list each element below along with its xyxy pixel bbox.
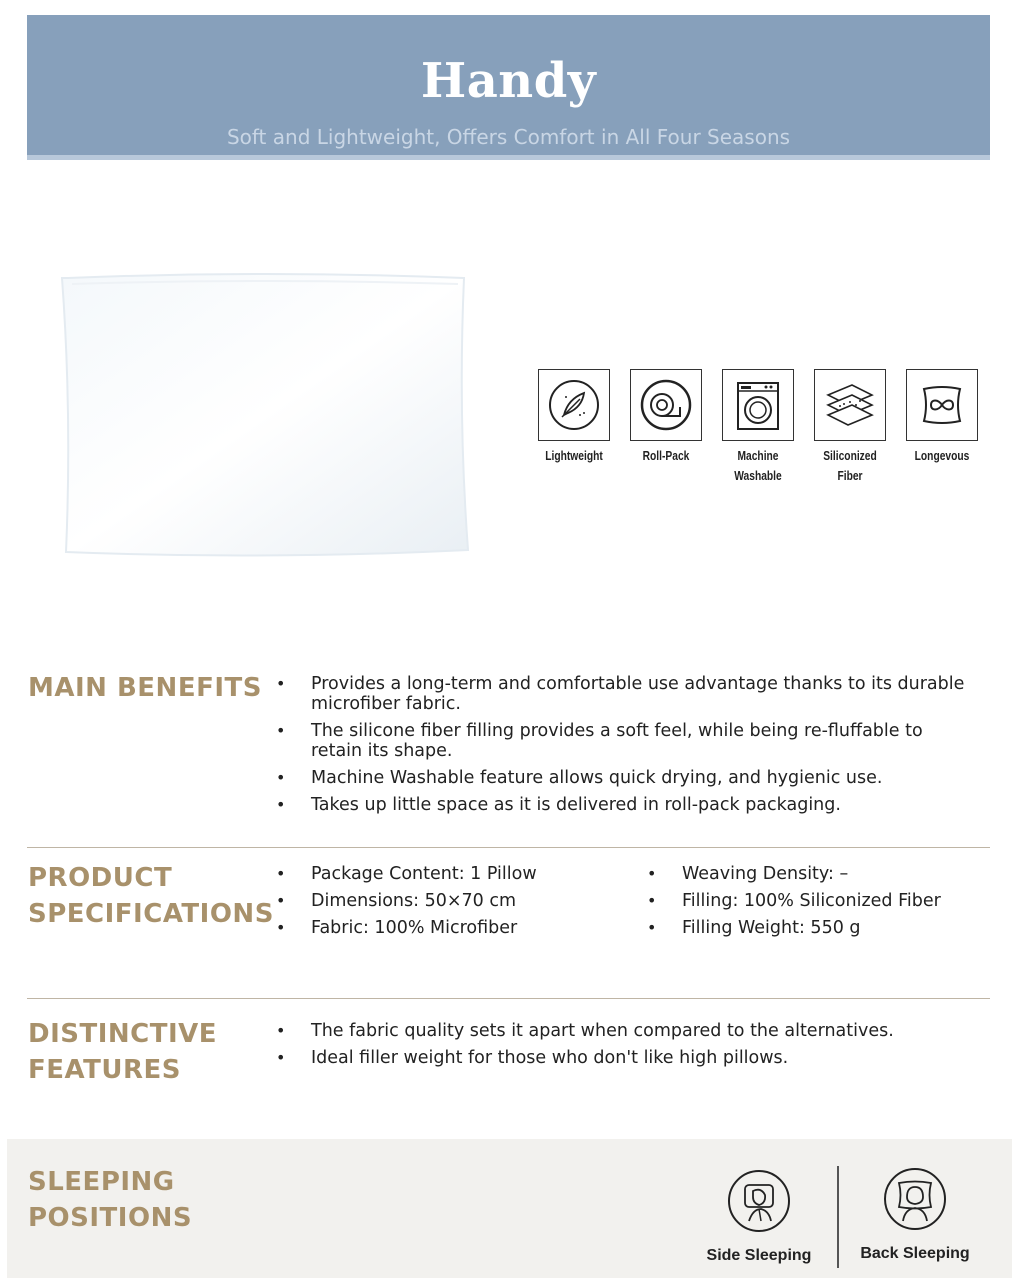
feature-siliconized-fiber (804, 369, 896, 486)
distinctive-features-title: DISTINCTIVE FEATURES (28, 1019, 218, 1085)
list-item: • Filling: 100% Siliconized Fiber (647, 891, 987, 911)
product-subtitle: Soft and Lightweight, Offers Comfort in All Four Seasons (226, 125, 791, 149)
feature-label: Longevous (914, 449, 970, 463)
list-item: • Package Content: 1 Pillow (276, 864, 636, 884)
list-item: • Dimensions: 50×70 cm (276, 891, 636, 911)
main-benefits-list (276, 674, 976, 822)
feature-label: Machine Washable (734, 449, 782, 483)
sleep-position-label: Back Sleeping (860, 1245, 970, 1262)
fiber-layers-icon (814, 369, 886, 441)
feature-longevous (896, 369, 988, 466)
sleep-position-back (856, 1168, 974, 1263)
back-sleeping-icon (884, 1168, 946, 1230)
washing-machine-icon (722, 369, 794, 441)
product-title: Handy (420, 53, 597, 109)
feature-icons (528, 369, 988, 489)
pillow-image (60, 272, 470, 557)
list-item: • The silicone fiber filling provides a soft feel, while being re-fluffable to retain its shape. (276, 721, 976, 761)
feature-machine-washable (712, 369, 804, 486)
list-item: • The fabric quality sets it apart when compared to the alternatives. (276, 1021, 976, 1041)
specifications-list-left (276, 864, 636, 945)
infinity-pillow-icon (906, 369, 978, 441)
list-item: • Fabric: 100% Microfiber (276, 918, 636, 938)
list-item: • Filling Weight: 550 g (647, 918, 987, 938)
distinctive-features-list (276, 1021, 976, 1075)
feature-label: Siliconized Fiber (823, 449, 877, 483)
sleep-position-side (700, 1170, 818, 1265)
roll-pack-icon (630, 369, 702, 441)
sleep-position-label: Side Sleeping (706, 1247, 812, 1264)
feature-label: Roll-Pack (642, 449, 690, 463)
sleeping-positions-title: SLEEPING POSITIONS (28, 1167, 193, 1233)
main-benefits-title: MAIN BENEFITS (28, 673, 262, 703)
section-divider (27, 847, 990, 848)
feature-roll-pack (620, 369, 712, 466)
header-banner (27, 15, 990, 160)
list-item: • Ideal filler weight for those who don't like high pillows. (276, 1048, 976, 1068)
feature-label: Lightweight (545, 449, 603, 463)
list-item: • Takes up little space as it is delivered in roll-pack packaging. (276, 795, 976, 815)
product-specifications-title: PRODUCT SPECIFICATIONS (28, 863, 274, 929)
specifications-list-right (647, 864, 987, 945)
sleep-divider (837, 1166, 839, 1268)
list-item: • Machine Washable feature allows quick drying, and hygienic use. (276, 768, 976, 788)
feather-icon (538, 369, 610, 441)
section-divider (27, 998, 990, 999)
side-sleeping-icon (728, 1170, 790, 1232)
list-item: • Weaving Density: – (647, 864, 987, 884)
list-item: • Provides a long-term and comfortable use advantage thanks to its durable microfiber fabric. (276, 674, 976, 714)
feature-lightweight (528, 369, 620, 466)
